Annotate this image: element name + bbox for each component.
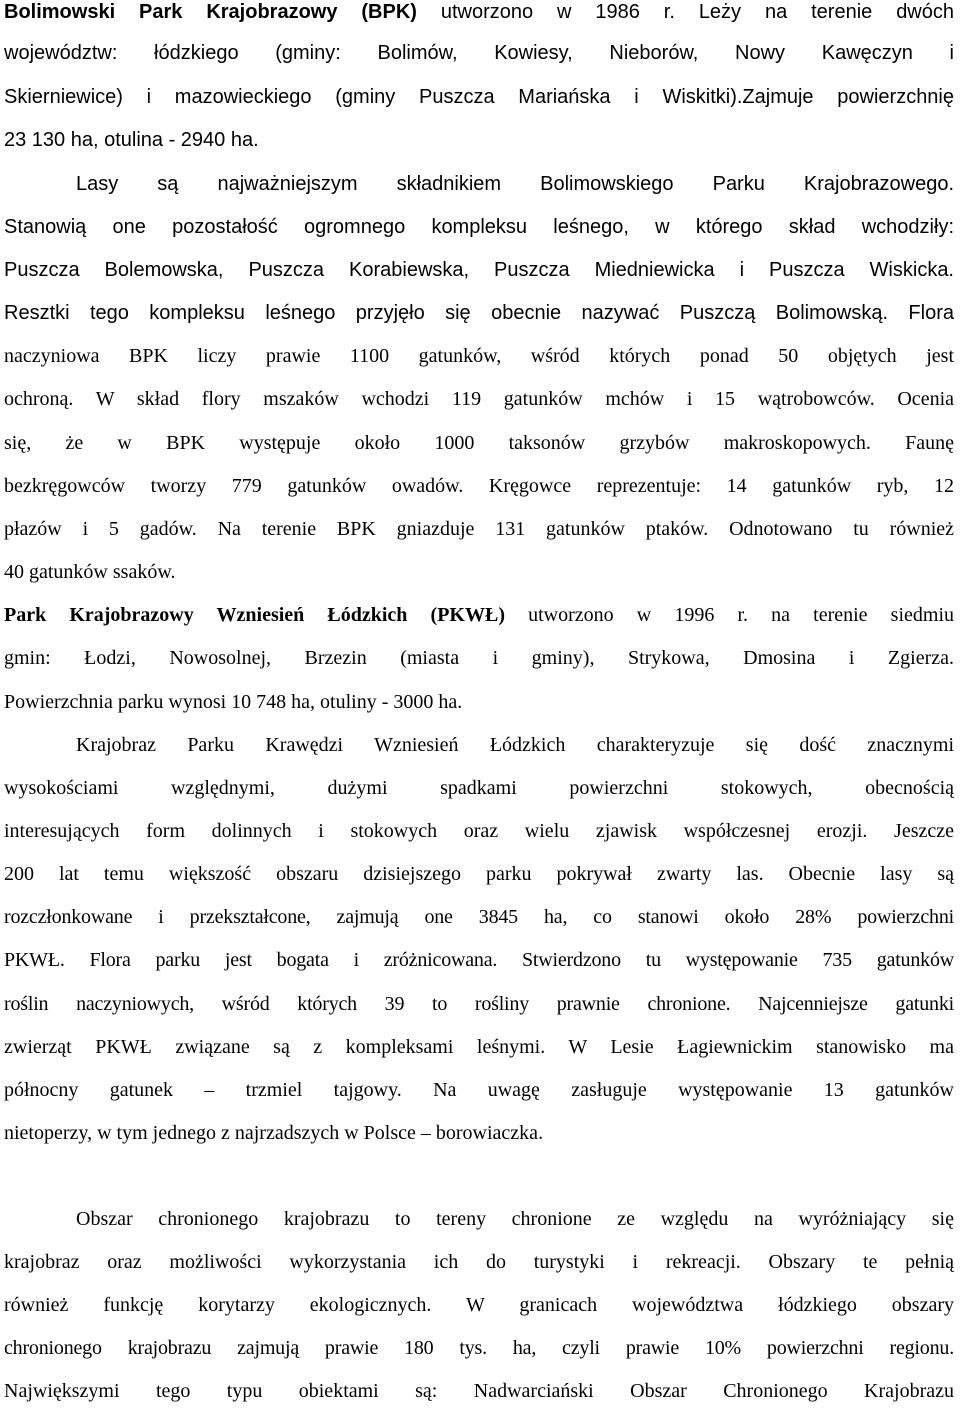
p4-line-3: interesujących form dolinnych i stokowych oraz wielu zjawisk współczesnej erozji. Jeszcze <box>4 820 954 842</box>
p2-line-1: Lasy są najważniejszym składnikiem Bolimowskiego Parku Krajobrazowego. <box>76 173 954 195</box>
p2-line-5: naczyniowa BPK liczy prawie 1100 gatunków, wśród których ponad 50 objętych jest <box>4 345 954 367</box>
p2-line-4: Resztki tego kompleksu leśnego przyjęło się obecnie nazywać Puszczą Bolimowską. Flora <box>4 302 954 324</box>
p4-line-1: Krajobraz Parku Krawędzi Wzniesień Łódzkich charakteryzuje się dość znacznymi <box>76 734 954 756</box>
p4-line-2: wysokościami względnymi, dużymi spadkami powierzchni stokowych, obecnością <box>4 777 954 799</box>
p5-line-4: chronionego krajobrazu zajmują prawie 180 tys. ha, czyli prawie 10% powierzchni regionu. <box>4 1337 954 1359</box>
p2-line-2: Stanowią one pozostałość ogromnego kompleksu leśnego, w którego skład wchodziły: <box>4 216 954 238</box>
p4-line-8: zwierząt PKWŁ związane są z kompleksami leśnymi. W Lesie Łagiewnickim stanowisko ma <box>4 1036 954 1058</box>
p1-line-2: województw: łódzkiego (gminy: Bolimów, Kowiesy, Nieborów, Nowy Kawęczyn i <box>4 42 954 64</box>
p5-line-3: również funkcję korytarzy ekologicznych. W granicach województwa łódzkiego obszary <box>4 1294 954 1316</box>
p1-line-4: 23 130 ha, otulina - 2940 ha. <box>4 129 259 151</box>
p4-line-7: roślin naczyniowych, wśród których 39 to rośliny prawnie chronione. Najcenniejsze gatunki <box>4 993 954 1015</box>
p4-line-10: nietoperzy, w tym jednego z najrzadszych w Polsce – borowiaczka. <box>4 1122 544 1144</box>
p2-line-8: bezkręgowców tworzy 779 gatunków owadów. Kręgowce reprezentuje: 14 gatunków ryb, 12 <box>4 475 954 497</box>
p5-line-1: Obszar chronionego krajobrazu to tereny chronione ze względu na wyróżniający się <box>76 1208 954 1230</box>
p2-line-9: płazów i 5 gadów. Na terenie BPK gniazduje 131 gatunków ptaków. Odnotowano tu również <box>4 518 954 540</box>
p4-line-4: 200 lat temu większość obszaru dzisiejszego parku pokrywał zwarty las. Obecnie lasy są <box>4 863 954 885</box>
p1-line-3: Skierniewice) i mazowieckiego (gminy Puszcza Mariańska i Wiskitki).Zajmuje powierzchnię <box>4 86 954 108</box>
p4-line-5: rozczłonkowane i przekształcone, zajmują one 3845 ha, co stanowi około 28% powierzchni <box>4 906 954 928</box>
p3-line-1: Park Krajobrazowy Wzniesień Łódzkich (PKWŁ) utworzono w 1996 r. na terenie siedmiu <box>4 604 955 626</box>
p5-line-2: krajobraz oraz możliwości wykorzystania ich do turystyki i rekreacji. Obszary te pełnią <box>4 1251 954 1273</box>
p2-line-3: Puszcza Bolemowska, Puszcza Korabiewska, Puszcza Miedniewicka i Puszcza Wiskicka. <box>4 259 954 281</box>
p2-line-6: ochroną. W skład flory mszaków wchodzi 119 gatunków mchów i 15 wątrobowców. Ocenia <box>4 388 954 410</box>
p4-line-6: PKWŁ. Flora parku jest bogata i zróżnicowana. Stwierdzono tu występowanie 735 gatunków <box>4 949 954 971</box>
bpk-heading: Bolimowski Park Krajobrazowy (BPK) <box>4 1 417 23</box>
p3-line-2: gmin: Łodzi, Nowosolnej, Brzezin (miasta i gminy), Strykowa, Dmosina i Zgierza. <box>4 647 954 669</box>
p2-line-10: 40 gatunków ssaków. <box>4 561 176 583</box>
p3-line-3: Powierzchnia parku wynosi 10 748 ha, otuliny - 3000 ha. <box>4 691 463 713</box>
pkwl-heading: Park Krajobrazowy Wzniesień Łódzkich (PKWŁ) <box>4 604 505 626</box>
p2-line-7: się, że w BPK występuje około 1000 taksonów grzybów makroskopowych. Faunę <box>4 432 954 454</box>
p4-line-9: północny gatunek – trzmiel tajgowy. Na uwagę zasługuje występowanie 13 gatunków <box>4 1079 954 1101</box>
p1-line-1: Bolimowski Park Krajobrazowy (BPK) utworzono w 1986 r. Leży na terenie dwóch <box>4 1 955 23</box>
p5-line-5: Największymi tego typu obiektami są: Nadwarciański Obszar Chronionego Krajobrazu <box>4 1380 954 1402</box>
